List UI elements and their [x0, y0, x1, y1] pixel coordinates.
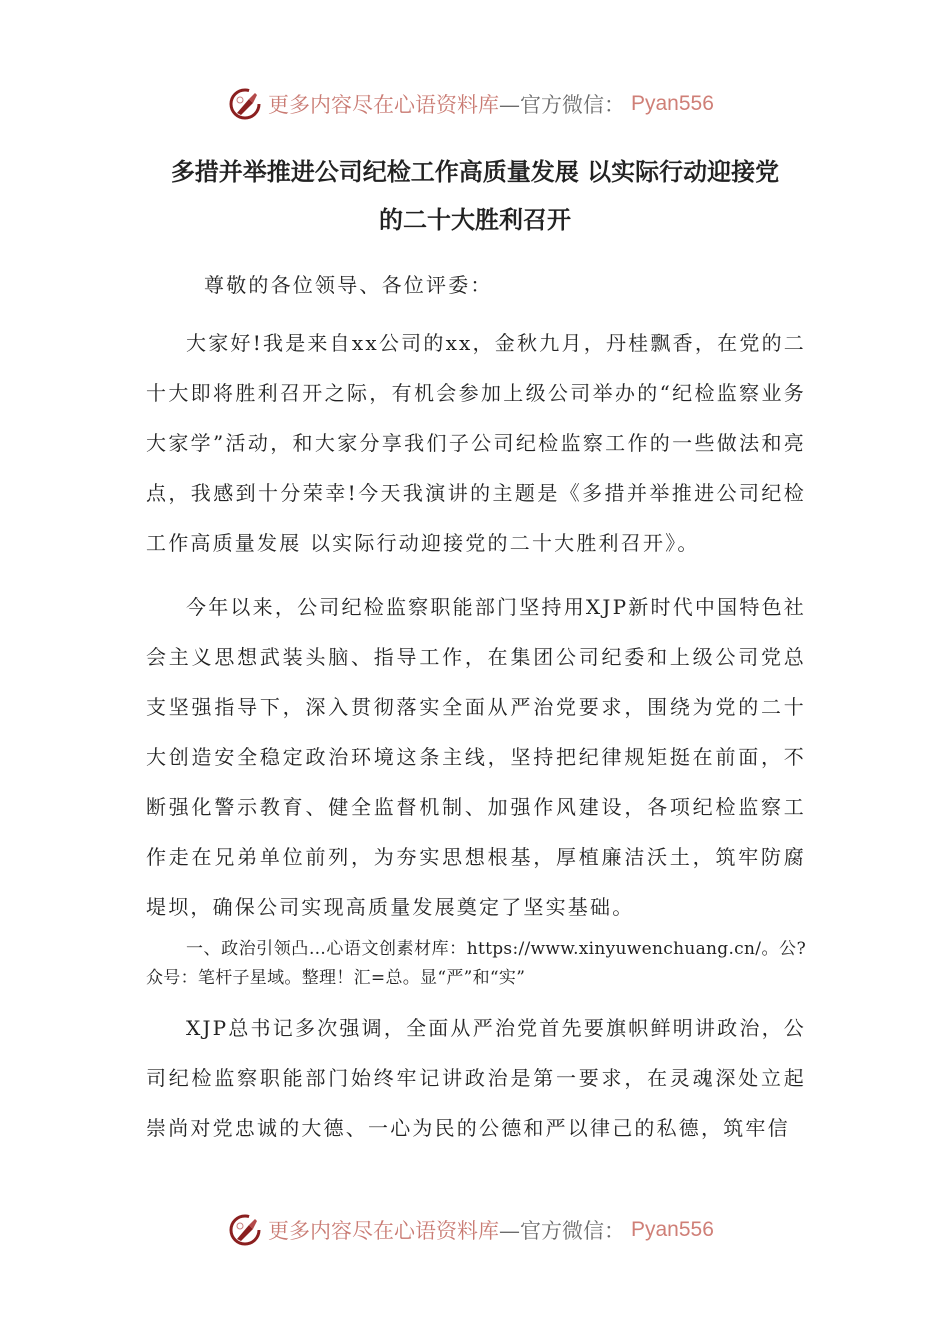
paragraph-politics: XJP总书记多次强调，全面从严治党首先要旗帜鲜明讲政治，公司纪检监察职能部门始终牢记讲政治是第一要求，在灵魂深处立起崇尚对党忠诚的大德、一心为民的公德和严以律己的私德，筑牢信 [146, 1016, 806, 1140]
banner-slogan: 更多内容尽在心语资料库 [268, 1219, 499, 1243]
banner-wechat-label: —官方微信： [499, 1219, 625, 1243]
pen-nib-logo-icon [228, 87, 262, 121]
banner-wechat-label: —官方微信： [499, 93, 625, 117]
greeting: 尊敬的各位领导、各位评委： [204, 273, 493, 297]
section-heading-1: 一、政治引领凸…心语文创素材库：https://www.xinyuwenchuang.cn/。公?众号：笔杆子星域。整理！汇=总。显“严”和“实” [146, 939, 806, 988]
paragraph-overview: 今年以来，公司纪检监察职能部门坚持用XJP新时代中国特色社会主义思想武装头脑、指导工作，在集团公司纪委和上级公司党总支坚强指导下，深入贯彻落实全面从严治党要求，围绕为党的二十大创造安全稳定政治环境这条主线，坚持把纪律规矩挺在前面，不断强化警示教育、健全监督机制、加强作风建设，各项纪检监察工作走在兄弟单位前列，为夯实思想根基，厚植廉洁沃土，筑牢防腐堤坝，确保公司实现高质量发展奠定了坚实基础。 [146, 595, 806, 919]
banner-slogan: 更多内容尽在心语资料库 [268, 93, 499, 117]
header-banner [228, 84, 714, 124]
pen-nib-logo-icon [228, 1213, 262, 1247]
banner-wechat-id: Pyan556 [631, 92, 714, 115]
document-title-line2: 的二十大胜利召开 [379, 206, 571, 234]
banner-wechat-id: Pyan556 [631, 1218, 714, 1241]
paragraph-intro: 大家好!我是来自xx公司的xx，金秋九月，丹桂飘香，在党的二十大即将胜利召开之际，有机会参加上级公司举办的“纪检监察业务大家学”活动，和大家分享我们子公司纪检监察工作的一些做法和亮点，我感到十分荣幸!今天我演讲的主题是《多措并举推进公司纪检工作高质量发展 以实际行动迎接党的二十大胜利召开》。 [146, 331, 806, 555]
document-title-line1: 多措并举推进公司纪检工作高质量发展 以实际行动迎接党 [170, 158, 780, 186]
footer-banner [228, 1210, 714, 1250]
